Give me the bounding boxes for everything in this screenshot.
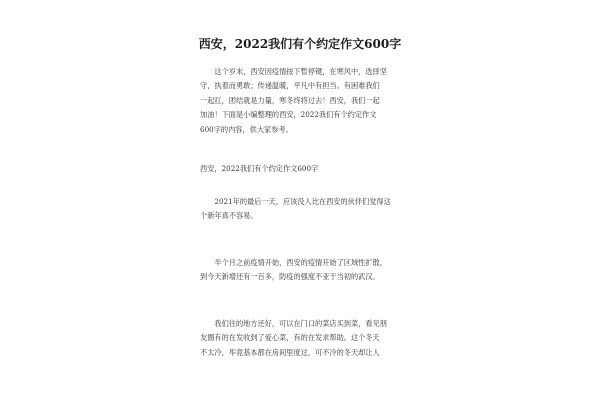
document-title: 西安，2022我们有个约定作文600字 (198, 37, 402, 51)
paragraph-line: 不太冷，毕竟基本都在房间里度过，可不冷的冬天却让人 (200, 347, 380, 357)
intro-line: 加油！下面是小编整理的西安，2022我们有个约定作文 (200, 110, 377, 120)
paragraph-line: 友圈有的在发收到了爱心菜，有的在发求帮助。这个冬天 (200, 333, 380, 343)
paragraph-line: 到今天新增还有一百多，防疫的强度不亚于当初的武汉。 (200, 272, 380, 282)
body-paragraph-1 (200, 195, 400, 224)
paragraph-line: 2021年的最后一天，应该没人比在西安的伙伴们觉得这 (200, 197, 391, 206)
paragraph-line: 个新年真不容易。 (200, 211, 258, 221)
intro-line: 一起扛，团结就是力量，寒冬终将过去！西安，我们一起 (200, 95, 380, 105)
intro-paragraph (200, 65, 400, 137)
intro-line: 守，执着而勇敢；传递温暖，平凡中有担当。有困难我们 (200, 81, 380, 91)
paragraph-line: 半个月之前疫情开始，西安的疫情开始了区域性扩散， (200, 258, 387, 267)
intro-line: 这个岁末，西安因疫情按下暂停键，在寒风中，选择坚 (200, 67, 387, 76)
paragraph-line: 我们住的地方还好，可以在门口的菜店买到菜，看见朋 (200, 319, 387, 328)
body-paragraph-2 (200, 256, 400, 285)
intro-line: 600字的内容，供大家参考。 (200, 124, 293, 134)
body-paragraph-3 (200, 317, 400, 360)
section-subheading: 西安，2022我们有个约定作文600字 (200, 164, 319, 173)
